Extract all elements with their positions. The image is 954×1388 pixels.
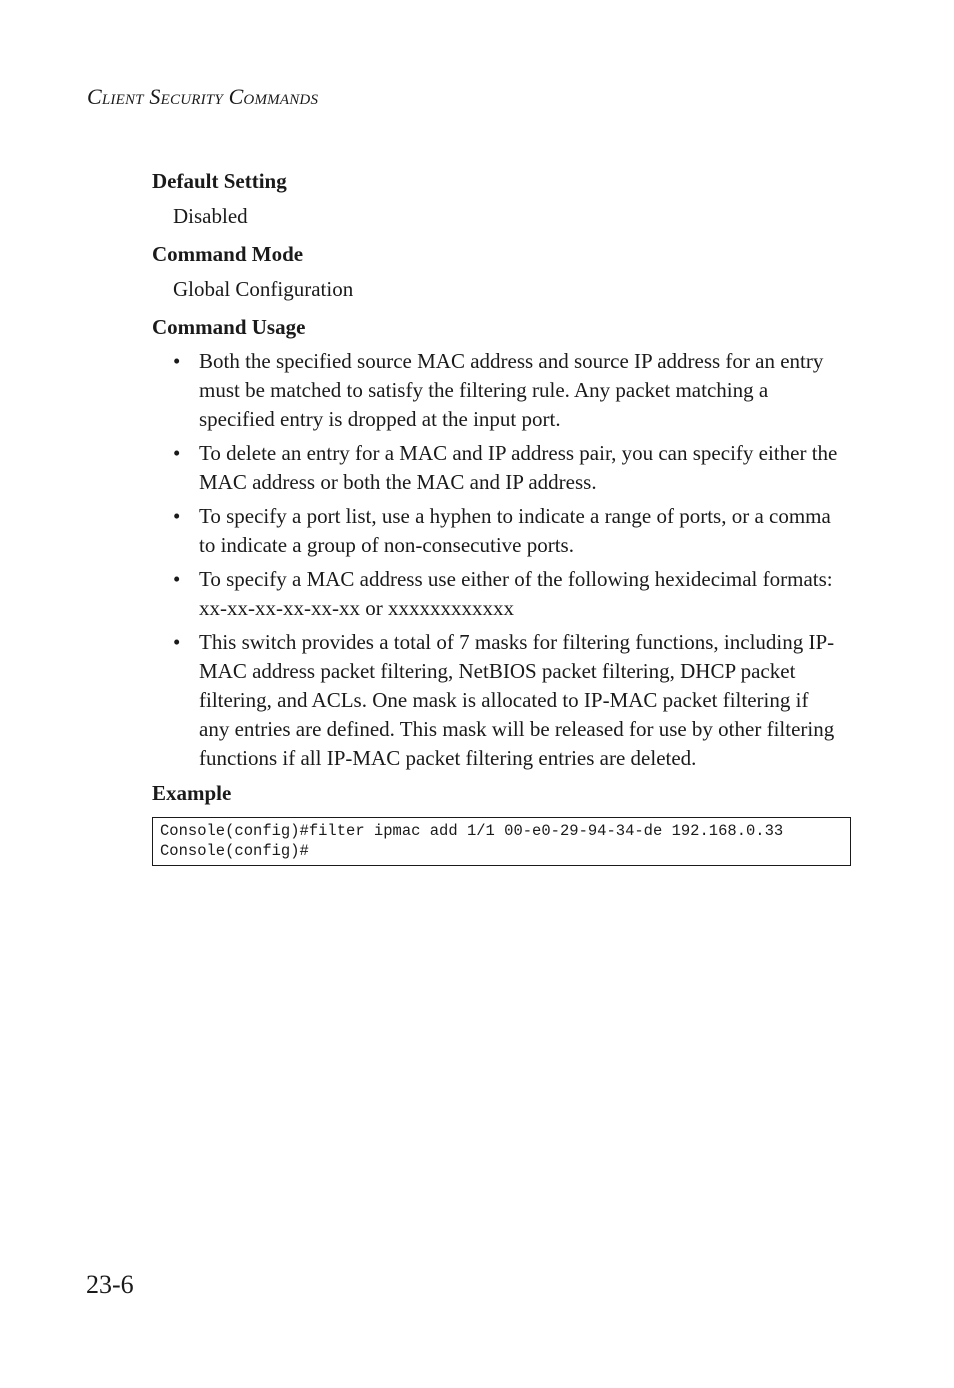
- list-item: [152, 565, 844, 623]
- list-item-text: To specify a MAC address use either of the following hexidecimal formats: xx-xx-xx-xx-xx-xx or xxxxxxxxxxxx: [199, 567, 833, 620]
- list-item: [152, 502, 844, 560]
- code-example-box: [152, 817, 851, 866]
- example-heading: Example: [152, 781, 232, 805]
- list-item: [152, 347, 844, 434]
- default-setting-heading: Default Setting: [152, 169, 287, 193]
- code-line: Console(config)#filter ipmac add 1/1 00-e0-29-94-34-de 192.168.0.33: [160, 822, 784, 840]
- command-usage-heading: Command Usage: [152, 315, 306, 339]
- command-usage-list: [152, 347, 852, 773]
- page-content: [152, 166, 852, 866]
- list-item: [152, 628, 844, 773]
- command-mode-value: Global Configuration: [173, 277, 354, 301]
- bullet-icon: •: [173, 349, 181, 373]
- running-header: Client Security Commands: [87, 84, 319, 109]
- list-item-text: This switch provides a total of 7 masks for filtering functions, including IP-MAC address packet filtering, NetBIOS packet filtering, DHCP packet filtering, and ACLs. One mask is allocated to IP-MAC packet filtering if any entries are defined. This mask will be released for use by other filtering functions if all IP-MAC packet filtering entries are deleted.: [199, 630, 835, 770]
- list-item-text: Both the specified source MAC address and source IP address for an entry must be matched to satisfy the filtering rule. Any packet matching a specified entry is dropped at the input port.: [199, 349, 824, 431]
- list-item-text: To specify a port list, use a hyphen to indicate a range of ports, or a comma to indicate a group of non-consecutive ports.: [199, 504, 831, 557]
- code-line: Console(config)#: [160, 842, 309, 860]
- list-item: [152, 439, 844, 497]
- list-item-text: To delete an entry for a MAC and IP address pair, you can specify either the MAC address or both the MAC and IP address.: [199, 441, 838, 494]
- bullet-icon: •: [173, 630, 181, 654]
- bullet-icon: •: [173, 441, 181, 465]
- bullet-icon: •: [173, 504, 181, 528]
- bullet-icon: •: [173, 567, 181, 591]
- page-number: 23-6: [86, 1270, 134, 1299]
- command-mode-heading: Command Mode: [152, 242, 304, 266]
- default-setting-value: Disabled: [173, 204, 248, 228]
